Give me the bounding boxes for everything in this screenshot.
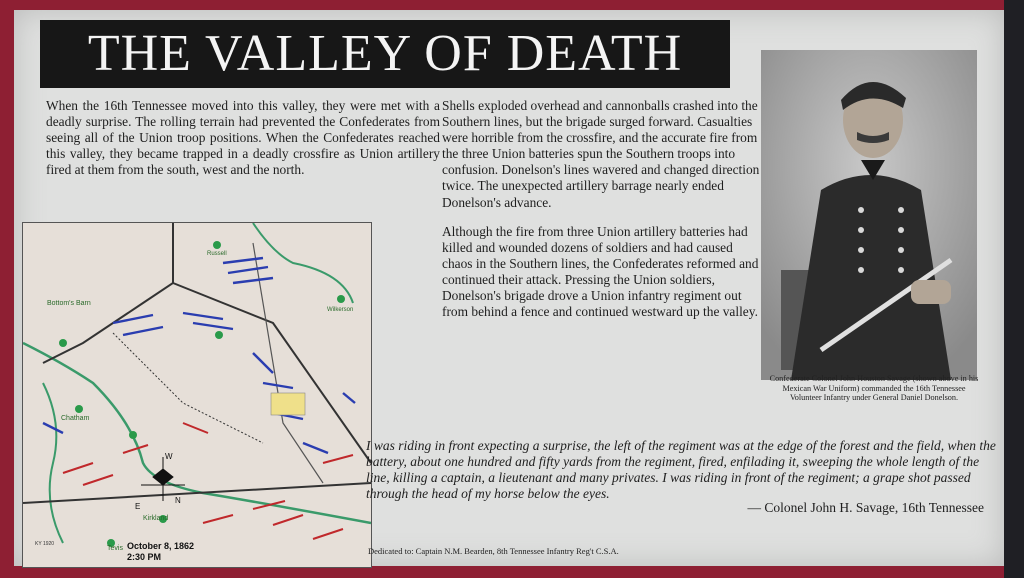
page-title: THE VALLEY OF DEATH [87,25,683,82]
map-road-label: KY 1920 [35,541,55,547]
map-label-russell: Russell [207,251,227,257]
map-label-wilkerson: Wilkerson [327,307,354,313]
map-label-kirkland: Kirkland [143,515,169,522]
battle-map [22,222,372,568]
sign-post-edge [1004,0,1024,578]
map-label-tevis: Tevis [107,545,123,552]
paragraph: Although the fire from three Union artillery batteries had killed and wounded dozens of soldiers and had caused chaos in the Southern lines, the Confederates reformed and continued their attack. Pressing the Union soldiers, Donelson's brigade drove a Union infantry regiment out from behind a fence and continued westward up the valley. [442,223,759,320]
dedication-line: Dedicated to: Captain N.M. Bearden, 8th Tennessee Infantry Reg't C.S.A. [368,546,619,556]
sign-panel [14,10,1004,566]
map-date [127,541,194,563]
svg-text:E: E [135,502,141,511]
paragraph: When the 16th Tennessee moved into this valley, they were met with a deadly surprise. The rolling terrain had prevented the Confederates from seeing all of the Union troop positions. When the Confederates reached this valley, they became trapped in a deadly crossfire as Union artillery fired at them from the south, west and the north. [46,98,440,178]
map-label-bottoms-barn: Bottom's Barn [47,300,91,307]
text-column-middle [442,98,762,333]
portrait-caption: Confederate Colonel John Houston Savage (shown above in his Mexican War Uniform) commanded the 16th Tennessee Volunteer Infantry under General Daniel Donelson. [769,374,979,403]
title-bar [40,20,730,88]
paragraph: Shells exploded overhead and cannonballs crashed into the Southern lines, but the brigade surged forward. Casualties were horrible from the crossfire, and the accurate fire from the three Union batteries spun the Southern troops into confusion. Donelson's lines wavered and changed direction twice. The unexpected artillery barrage nearly ended Donelson's advance. [442,98,760,210]
quote-attribution: — Colonel John H. Savage, 16th Tennessee [747,500,984,515]
portrait-photo [761,50,977,380]
savage-quote: I was riding in front expecting a surprise, the left of the regiment was at the edge of the forest and the field, when the battery, about one hundred and fifty yards from the regiment, fired, enfilading it, sweeping the whole length of the line, killing a captain, a lieutenant and many privates. I was riding in front of the regiment; a grape shot passed through the head of my horse below the eyes. [366,438,996,501]
svg-text:N: N [175,496,181,505]
map-label-chatham: Chatham [61,415,90,422]
text-column-left [46,98,440,191]
svg-text:W: W [165,452,173,461]
map-date-line: October 8, 1862 [127,541,195,551]
map-time-line: 2:30 PM [127,552,162,562]
